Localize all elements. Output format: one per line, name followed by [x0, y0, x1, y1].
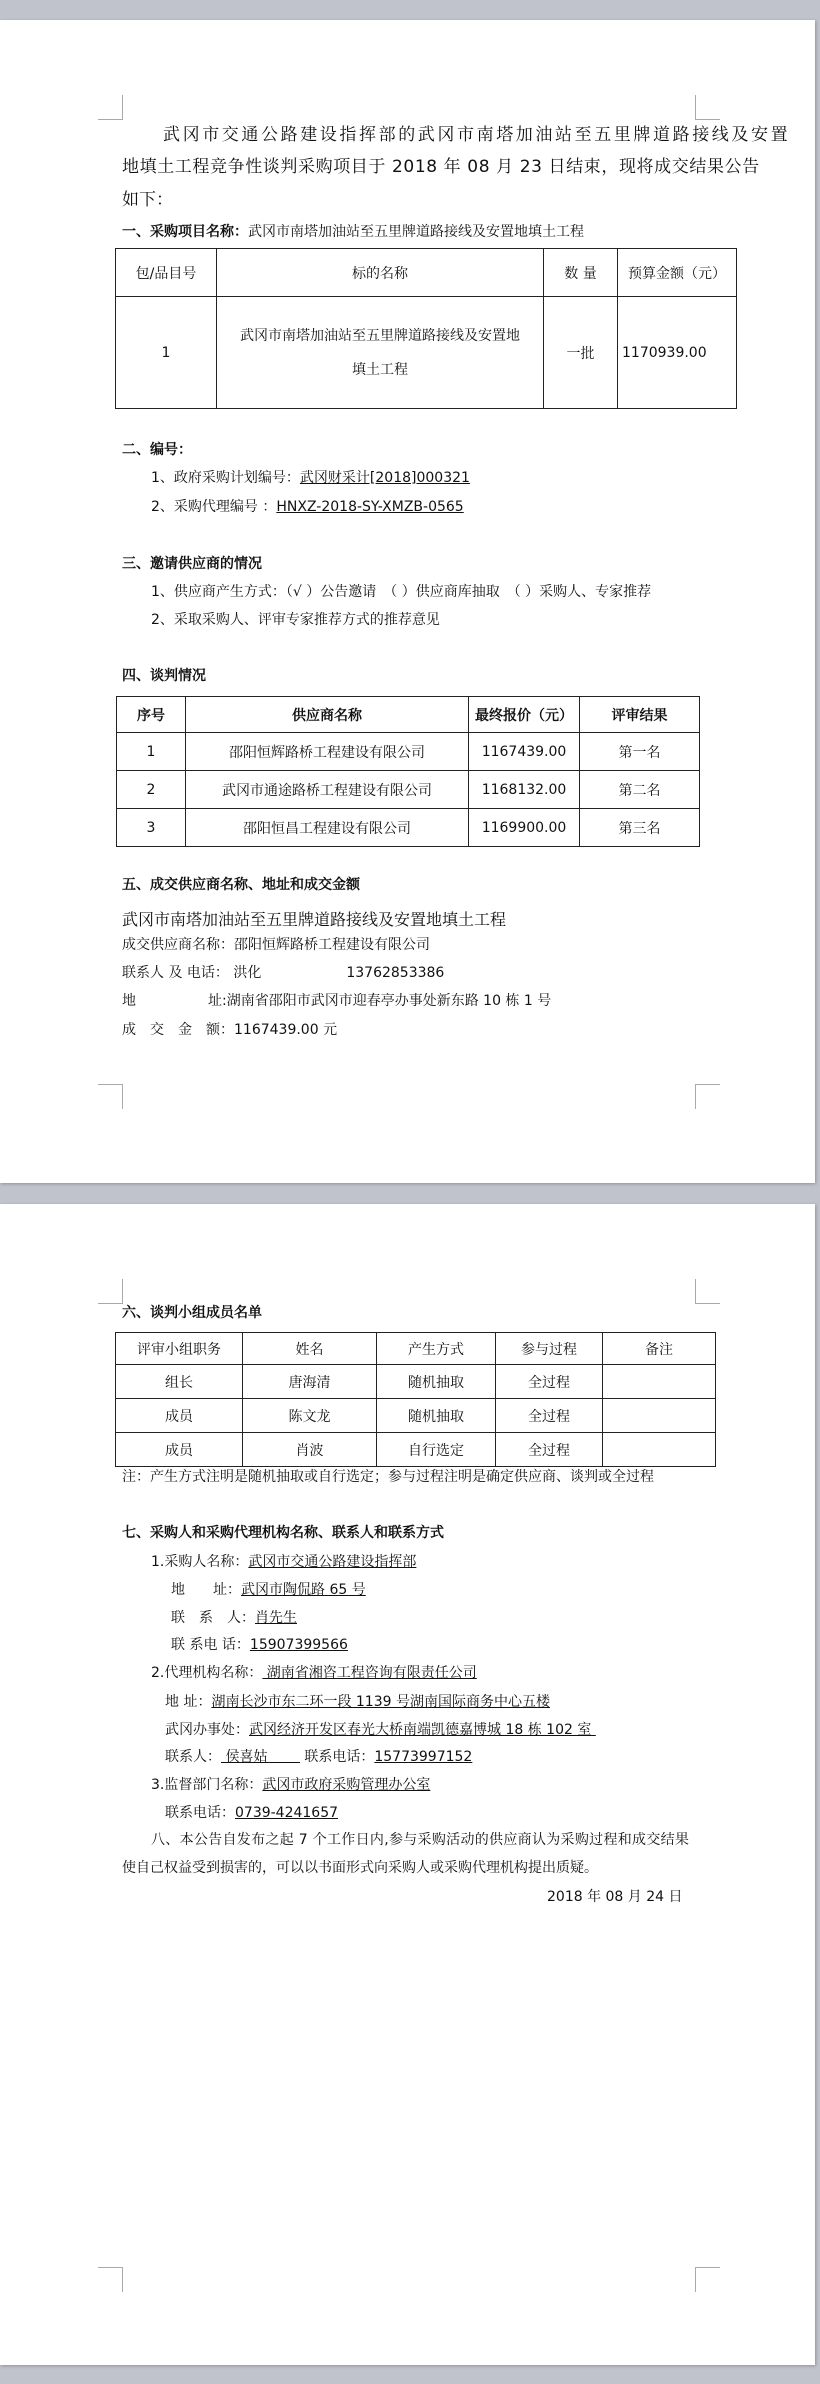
section-heading: 四、谈判情况 [122, 668, 206, 684]
table-cell: 邵阳恒辉路桥工程建设有限公司 [186, 733, 469, 771]
table-cell: 1168132.00 [469, 771, 580, 809]
table-header: 评审小组职务 [116, 1333, 243, 1365]
table-cell [603, 1365, 716, 1399]
field-label: 2.代理机构名称： [151, 1665, 263, 1681]
table-cell: 第一名 [580, 733, 700, 771]
intro-line: 如下： [122, 190, 173, 210]
table-row [116, 1365, 716, 1399]
table-cell: 2 [117, 771, 186, 809]
intro-line: 地填土工程竞争性谈判采购项目于 2018 年 08 月 23 日结束，现将成交结果公告 [122, 157, 760, 177]
panel-table [115, 1332, 716, 1467]
table-cell: 随机抽取 [377, 1399, 496, 1433]
field-label: 武冈办事处： [165, 1722, 249, 1738]
agency-name: 湖南省湘咨工程咨询有限责任公司 [262, 1665, 477, 1681]
awarded-address: 址:湖南省邵阳市武冈市迎春亭办事处新东路 10 栋 1 号 [208, 993, 552, 1009]
section-heading: 三、邀请供应商的情况 [122, 556, 262, 572]
table-cell: 组长 [116, 1365, 243, 1399]
table-row [116, 1433, 716, 1467]
awarded-project: 武冈市南塔加油站至五里牌道路接线及安置地填土工程 [122, 910, 507, 929]
margin-corner-mark [695, 1279, 720, 1304]
table-cell [603, 1399, 716, 1433]
field-label: 联 系 人： [171, 1610, 255, 1626]
contact-name: 洪化 [233, 965, 262, 981]
table-cell: 肖波 [243, 1433, 377, 1467]
office-address: 武冈经济开发区春光大桥南端凯德嘉博城 18 栋 102 室 [249, 1722, 596, 1738]
table-cell: 武冈市通途路桥工程建设有限公司 [186, 771, 469, 809]
margin-corner-mark [98, 95, 123, 120]
table-row [116, 1399, 716, 1433]
section-heading: 七、采购人和采购代理机构名称、联系人和联系方式 [122, 1525, 444, 1541]
table-cell: 3 [117, 809, 186, 847]
table-header: 序号 [117, 697, 186, 733]
table-cell: 成员 [116, 1399, 243, 1433]
table-cell: 1 [117, 733, 186, 771]
table-header: 数 量 [544, 249, 618, 297]
project-table [115, 248, 737, 409]
table-cell: 第三名 [580, 809, 700, 847]
buyer-address: 武冈市陶侃路 65 号 [241, 1582, 366, 1598]
contact-phone: 13762853386 [346, 965, 445, 981]
table-cell: 1167439.00 [469, 733, 580, 771]
awarded-amount: 成 交 金 额：1167439.00 元 [122, 1022, 338, 1038]
margin-corner-mark [98, 2267, 123, 2292]
buyer-contact: 肖先生 [255, 1610, 297, 1626]
field-label: 地 [122, 993, 136, 1009]
margin-corner-mark [695, 95, 720, 120]
supervisor-name: 武冈市政府采购管理办公室 [262, 1777, 431, 1793]
field-label: 3.监督部门名称： [151, 1777, 263, 1793]
table-cell: 全过程 [496, 1433, 603, 1467]
table-cell: 一批 [544, 297, 618, 409]
objection-notice: 八、本公告自发布之起 7 个工作日内,参与采购活动的供应商认为采购过程和成交结果 [151, 1832, 690, 1848]
table-cell: 随机抽取 [377, 1365, 496, 1399]
section-heading: 五、成交供应商名称、地址和成交金额 [122, 877, 360, 893]
field-label: 联系电话： [299, 1749, 375, 1765]
table-header: 供应商名称 [186, 697, 469, 733]
project-name: 武冈市南塔加油站至五里牌道路接线及安置地填土工程 [248, 224, 584, 240]
agency-phone: 15773997152 [374, 1749, 473, 1765]
field-label: 1、政府采购计划编号： [151, 470, 300, 486]
table-header: 标的名称 [217, 249, 544, 297]
margin-corner-mark [98, 1279, 123, 1304]
table-header: 参与过程 [496, 1333, 603, 1365]
table-cell: 全过程 [496, 1365, 603, 1399]
buyer-name: 武冈市交通公路建设指挥部 [248, 1554, 417, 1570]
margin-corner-mark [695, 2267, 720, 2292]
table-cell: 自行选定 [377, 1433, 496, 1467]
table-cell: 1170939.00 [618, 297, 737, 409]
section-heading: 六、谈判小组成员名单 [122, 1305, 262, 1321]
table-cell: 成员 [116, 1433, 243, 1467]
objection-notice: 使自己权益受到损害的，可以以书面形式向采购人或采购代理机构提出质疑。 [122, 1860, 598, 1876]
table-cell [603, 1433, 716, 1467]
field-label: 联 系电 话： [171, 1637, 250, 1653]
table-cell: 第二名 [580, 771, 700, 809]
table-row [117, 771, 700, 809]
table-cell: 1 [116, 297, 217, 409]
table-row [116, 297, 737, 409]
table-cell: 全过程 [496, 1399, 603, 1433]
agency-number: HNXZ-2018-SY-XMZB-0565 [276, 499, 464, 515]
table-header: 预算金额（元） [618, 249, 737, 297]
field-label: 联系电话： [165, 1805, 235, 1821]
table-cell: 1169900.00 [469, 809, 580, 847]
field-label: 联系人 及 电话： [122, 965, 229, 981]
field-label: 1.采购人名称： [151, 1554, 249, 1570]
field-label: 地 址： [171, 1582, 241, 1598]
notice-date: 2018 年 08 月 24 日 [547, 1889, 683, 1905]
table-header: 姓名 [243, 1333, 377, 1365]
section-heading: 二、编号： [122, 442, 192, 458]
supplier-method: 1、供应商产生方式：（√ ）公告邀请 （ ）供应商库抽取 （ ）采购人、专家推荐 [151, 584, 652, 600]
field-label: 地 址： [165, 1694, 212, 1710]
table-header: 包/品目号 [116, 249, 217, 297]
table-cell [217, 297, 544, 409]
margin-corner-mark [98, 1084, 123, 1109]
awarded-supplier: 成交供应商名称：邵阳恒辉路桥工程建设有限公司 [122, 937, 430, 953]
section-heading: 一、采购项目名称： [122, 224, 248, 240]
negotiation-table [116, 696, 700, 847]
cell-text: 填土工程 [352, 361, 408, 378]
table-cell: 唐海清 [243, 1365, 377, 1399]
table-header: 备注 [603, 1333, 716, 1365]
agency-contact: 侯喜姑 [221, 1749, 300, 1765]
table-header: 产生方式 [377, 1333, 496, 1365]
table-header: 评审结果 [580, 697, 700, 733]
table-row [117, 809, 700, 847]
field-label: 2、采购代理编号 ： [151, 499, 277, 515]
recommendation-text: 2、采取采购人、评审专家推荐方式的推荐意见 [151, 612, 440, 628]
plan-number: 武冈财采计[2018]000321 [299, 470, 470, 486]
agency-address: 湖南长沙市东二环一段 1139 号湖南国际商务中心五楼 [211, 1694, 550, 1710]
cell-text: 武冈市南塔加油站至五里牌道路接线及安置地 [240, 327, 520, 344]
table-cell: 邵阳恒昌工程建设有限公司 [186, 809, 469, 847]
table-header: 最终报价（元） [469, 697, 580, 733]
margin-corner-mark [695, 1084, 720, 1109]
table-note: 注：产生方式注明是随机抽取或自行选定；参与过程注明是确定供应商、谈判或全过程 [122, 1469, 654, 1485]
buyer-phone: 15907399566 [249, 1637, 348, 1653]
table-row [117, 733, 700, 771]
field-label: 联系人： [165, 1749, 221, 1765]
table-cell: 陈文龙 [243, 1399, 377, 1433]
intro-line: 武冈市交通公路建设指挥部的武冈市南塔加油站至五里牌道路接线及安置 [163, 125, 791, 145]
supervisor-phone: 0739-4241657 [235, 1805, 339, 1821]
